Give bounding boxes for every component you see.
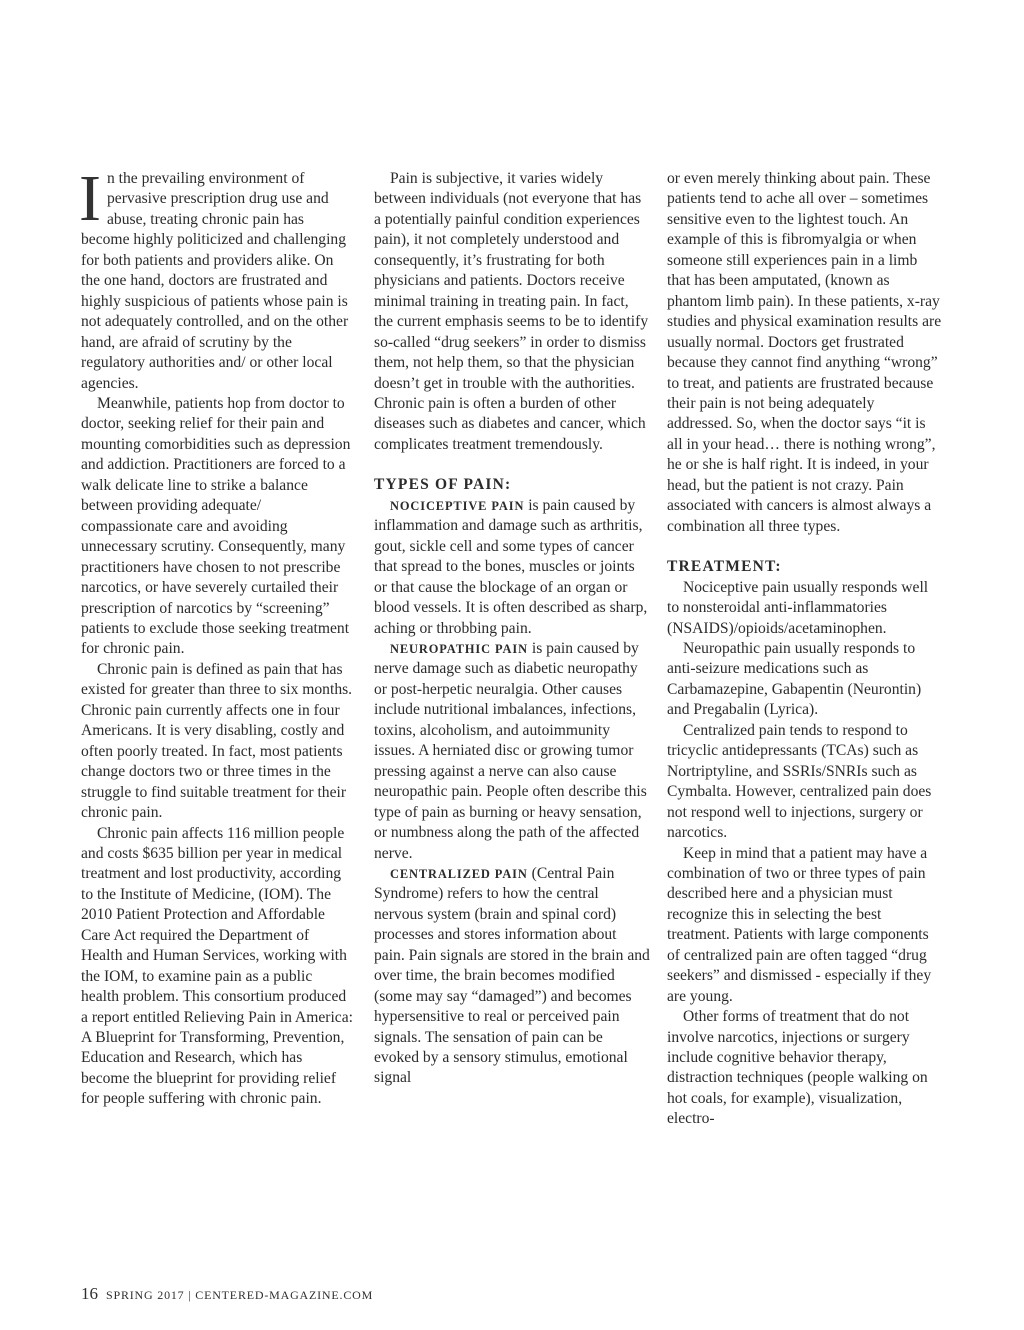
drop-cap: I — [79, 162, 101, 235]
term-label: CENTRALIZED PAIN — [390, 866, 528, 881]
paragraph: Pain is subjective, it varies widely between individuals (not everyone that has a potentially painful condition experiences pain), it not completely understood and consequently, it’s frustrating for both physicians and patients. Doctors receive minimal training in treating pain. In fact, the current emphasis seems to be to identify so-called “drug seekers” in order to dismiss them, not help them, so that the physician doesn’t get in trouble with the authorities. Chronic pain is often a burden of other diseases such as diabetes and cancer, which complicates treatment tremendously. — [374, 170, 649, 453]
paragraph: Neuropathic pain usually responds to anti-seizure medications such as Carbamazepine, Gabapentin (Neurontin) and Pregabalin (Lyrica). — [667, 639, 922, 719]
term-label: NOCICEPTIVE PAIN — [390, 498, 525, 513]
paragraph-text: is pain caused by inflammation and damage such as arthritis, gout, sickle cell and some types of cancer that spread to the bones, muscles or joints or that cause the blockage of an organ or blood vessels. It is often described as sharp, aching or throbbing pain. — [374, 496, 648, 637]
paragraph — [79, 162, 353, 394]
paragraph: Keep in mind that a patient may have a combination of two or three types of pain described here and a physician must recognize this in selecting the best treatment. Patients with large components of centralized pain are often tagged “drug seekers” and dismissed - especially if they are young. — [667, 844, 932, 1005]
paragraph: Centralized pain tends to respond to tricyclic antidepressants (TCAs) such as Nortriptyline, and SSRIs/SNRIs such as Cymbalta. However, centralized pain does not respond well to injections, surgery or narcotics. — [667, 721, 932, 842]
page-footer — [81, 1284, 373, 1304]
paragraph-text: n the prevailing environment of pervasive prescription drug use and abuse, treating chronic pain has become highly politicized and challenging for both patients and providers alike. On the one hand, doctors are frustrated and highly suspicious of patients whose pain is not adequately controlled, and on the other hand, are afraid of scrutiny by the regulatory authorities and/ or other local agencies. — [81, 170, 349, 392]
article-column-3 — [667, 169, 942, 1130]
paragraph: Other forms of treatment that do not involve narcotics, injections or surgery include cognitive behavior therapy, distraction techniques (people walking on hot coals, for example), visualization, electro- — [667, 1008, 928, 1128]
section-heading-types-of-pain: TYPES OF PAIN: — [374, 476, 512, 494]
paragraph: Nociceptive pain usually responds well to nonsteroidal anti-inflammatories (NSAIDS)/opioids/acetaminophen. — [667, 578, 929, 637]
paragraph-text: (Central Pain Syndrome) refers to how the central nervous system (brain and spinal cord) processes and stores information about pain. Pain signals are stored in the brain and over time, the brain becomes modified (some may say “damaged”) and becomes hypersensitive to real or perceived pain signals. The sensation of pain can be evoked by a sensory stimulus, emotional signal — [374, 864, 650, 1087]
term-label: NEUROPATHIC PAIN — [390, 641, 528, 656]
page-number: 16 — [81, 1284, 98, 1303]
paragraph-neuropathic — [374, 639, 650, 864]
paragraph: Chronic pain affects 116 million people and costs $635 billion per year in medical treatment and lost productivity, according to the Institute of Medicine, (IOM). The 2010 Patient Protection and Affordable Care Act required the Department of Health and Human Services, working with the IOM, to examine pain as a public health problem. This consortium produced a report entitled Relieving Pain in America: A Blueprint for Transforming, Prevention, Education and Research, which has become the blueprint for providing relief for people suffering with chronic pain. — [81, 824, 353, 1108]
paragraph: or even merely thinking about pain. These patients tend to ache all over – sometimes sensitive even to the lightest touch. An example of this is fibromyalgia or when someone still experiences pain in a limb that has been amputated, (known as phantom limb pain). In these patients, x-ray studies and physical examination results are usually normal. Doctors get frustrated because they cannot find anything “wrong” to treat, and patients are frustrated because their pain is not being adequately addressed. So, when the doctor says “it is all in your head… there is nothing wrong”, he or she is half right. It is indeed, in your head, but the patient is not crazy. Pain associated with cancers is almost always a combination all three types. — [667, 170, 942, 535]
paragraph-centralized — [374, 864, 650, 1089]
paragraph-nociceptive — [374, 496, 650, 639]
article-column-1 — [79, 162, 353, 1110]
section-heading-treatment: TREATMENT: — [667, 558, 782, 576]
paragraph: Meanwhile, patients hop from doctor to doctor, seeking relief for their pain and mounting comorbidities such as depression and addiction. Practitioners are forced to a walk delicate line to strike a balance between providing adequate/ compassionate care and avoiding unnecessary scrutiny. Consequently, many practitioners have chosen to not prescribe narcotics, or have severely curtailed their prescription of narcotics by “screening” patients to exclude those seeking treatment for chronic pain. — [81, 394, 351, 658]
paragraph-text: is pain caused by nerve damage such as diabetic neuropathy or post-herpetic neuralgia. Other causes include nutritional imbalances, infections, toxins, alcoholism, and autoimmunity issues. A herniated disc or growing tumor pressing against a nerve can also cause neuropathic pain. People often describe this type of pain as burning or heavy sensation, or numbness along the path of the affected nerve. — [374, 639, 647, 862]
paragraph: Chronic pain is defined as pain that has existed for greater than three to six months. Chronic pain currently affects one in four Americans. It is very disabling, costly and often poorly treated. In fact, most patients change doctors two or three times in the struggle to find suitable treatment for their chronic pain. — [81, 660, 353, 822]
issue-line: SPRING 2017 | CENTERED-MAGAZINE.COM — [106, 1288, 374, 1302]
article-column-2 — [374, 169, 650, 1089]
